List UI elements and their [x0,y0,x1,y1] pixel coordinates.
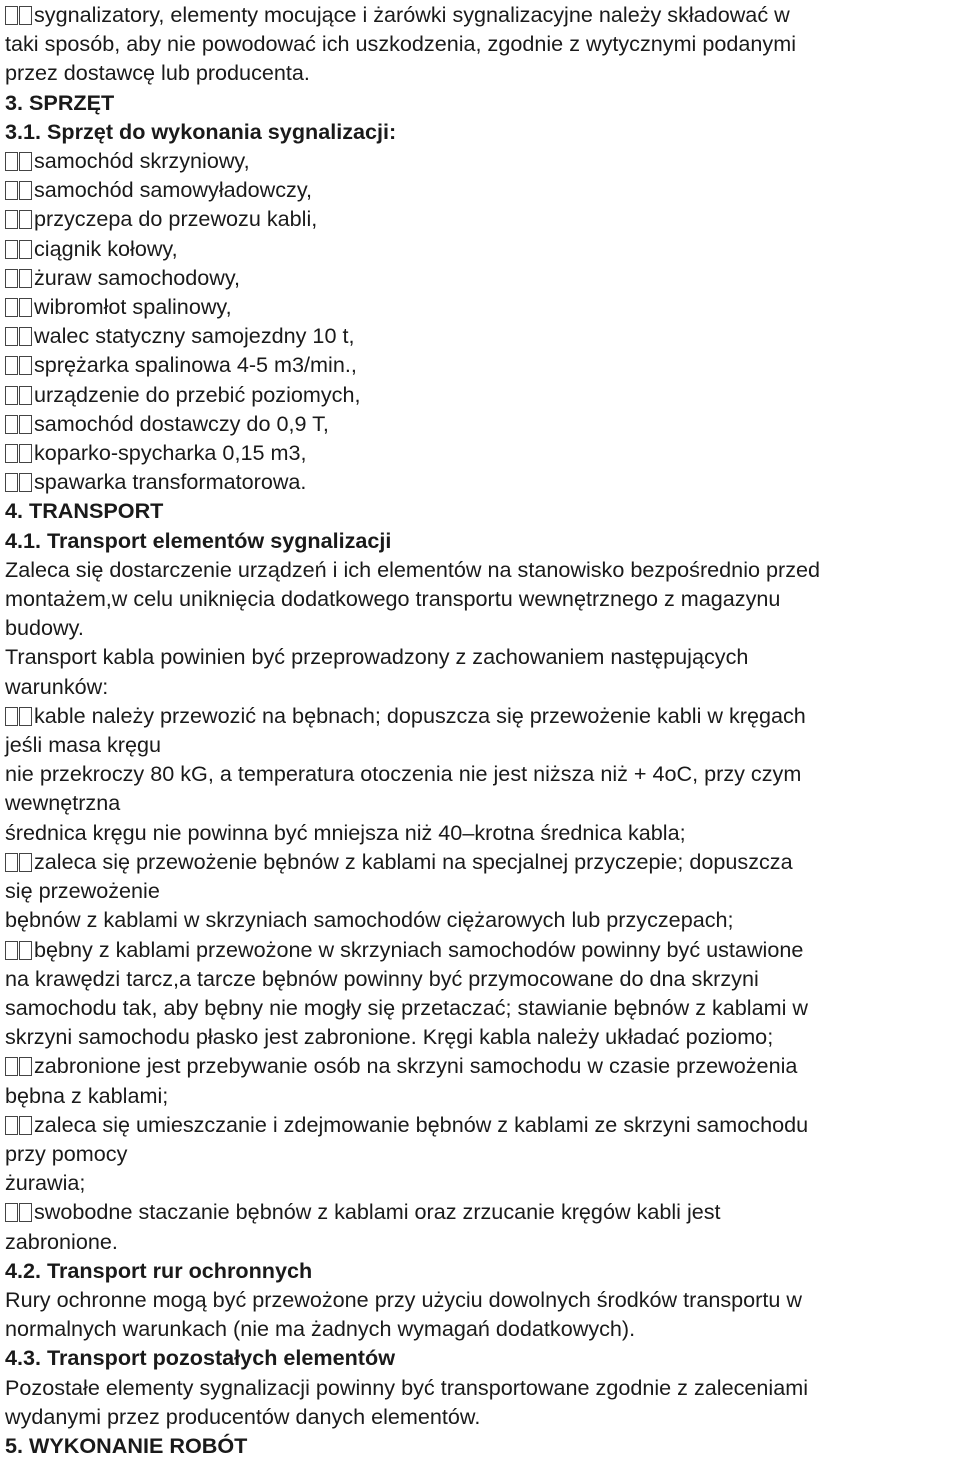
bullet-item [5,847,960,876]
line-text: kable należy przewozić na bębnach; dopuszcza się przewożenie kabli w kręgach [34,702,806,728]
text-line [5,1022,960,1051]
bullet-item [5,438,960,467]
line-text: Zaleca się dostarczenie urządzeń i ich elementów na stanowisko bezpośrednio przed [5,556,821,582]
text-line [5,1139,960,1168]
line-text: przez dostawcę lub producenta. [5,60,310,86]
text-line [5,555,960,584]
line-text: 4.1. Transport elementów sygnalizacji [5,527,392,553]
bullet-item [5,263,960,292]
missing-glyph-box-icon [5,181,18,200]
missing-glyph-box-icon [5,386,18,405]
line-text: warunków: [5,673,109,699]
missing-glyph-box-icon [5,473,18,492]
line-text: żuraw samochodowy, [34,264,241,290]
line-text: 4.2. Transport rur ochronnych [5,1257,313,1283]
line-text: sygnalizatory, elementy mocujące i żarówki sygnalizacyjne należy składować w [34,2,790,27]
line-text: na krawędzi tarcz,a tarcze bębnów powinny być przymocowane do dna skrzyni [5,965,759,991]
line-text: budowy. [5,615,84,641]
section-heading [5,1431,960,1460]
line-text: zabronione jest przebywanie osób na skrzyni samochodu w czasie przewożenia [34,1053,798,1079]
line-text: bębny z kablami przewożone w skrzyniach samochodów powinny być ustawione [34,936,804,962]
bullet-item [5,234,960,263]
missing-glyph-box-icon [5,853,18,872]
text-line [5,58,960,87]
text-line [5,964,960,993]
missing-glyph-box-icon [19,853,32,872]
bullet-item [5,1051,960,1080]
text-line [5,29,960,58]
text-line [5,1227,960,1256]
line-text: samochód dostawczy do 0,9 T, [34,410,329,436]
bullet-item [5,701,960,730]
missing-glyph-box-icon [19,240,32,259]
missing-glyph-box-icon [5,298,18,317]
line-text: walec statyczny samojezdny 10 t, [34,323,355,349]
line-text: Rury ochronne mogą być przewożone przy użyciu dowolnych środków transportu w [5,1286,802,1312]
line-text: sprężarka spalinowa 4-5 m3/min., [34,352,357,378]
line-text: spawarka transformatorowa. [34,469,307,495]
line-text: przyczepa do przewozu kabli, [34,206,318,232]
text-line [5,788,960,817]
missing-glyph-box-icon [5,444,18,463]
line-text: żurawia; [5,1170,86,1196]
line-text: Pozostałe elementy sygnalizacji powinny być transportowane zgodnie z zaleceniami [5,1374,808,1400]
bullet-item [5,409,960,438]
bullet-item [5,1110,960,1139]
text-line [5,730,960,759]
bullet-item [5,0,960,29]
section-heading [5,526,960,555]
line-text: przy pomocy [5,1140,128,1166]
missing-glyph-box-icon [5,1116,18,1135]
line-text: samochód skrzyniowy, [34,148,250,174]
text-line [5,1373,960,1402]
missing-glyph-box-icon [19,152,32,171]
bullet-item [5,467,960,496]
missing-glyph-box-icon [5,327,18,346]
missing-glyph-box-icon [5,6,18,25]
section-heading [5,1256,960,1285]
bullet-item [5,292,960,321]
bullet-item [5,321,960,350]
line-text: samochodu tak, aby bębny nie mogły się przetaczać; stawianie bębnów z kablami w [5,994,808,1020]
line-text: zabronione. [5,1228,118,1254]
line-text: normalnych warunkach (nie ma żadnych wymagań dodatkowych). [5,1316,636,1342]
missing-glyph-box-icon [19,269,32,288]
text-line [5,1168,960,1197]
missing-glyph-box-icon [5,707,18,726]
section-heading [5,496,960,525]
line-text: jeśli masa kręgu [5,732,162,758]
missing-glyph-box-icon [5,356,18,375]
bullet-item [5,204,960,233]
missing-glyph-box-icon [19,298,32,317]
missing-glyph-box-icon [5,1203,18,1222]
missing-glyph-box-icon [5,240,18,259]
missing-glyph-box-icon [5,1057,18,1076]
section-heading [5,88,960,117]
missing-glyph-box-icon [5,152,18,171]
missing-glyph-box-icon [19,356,32,375]
section-heading [5,1343,960,1372]
line-text: bębna z kablami; [5,1082,169,1108]
line-text: zaleca się przewożenie bębnów z kablami na specjalnej przyczepie; dopuszcza [34,848,793,874]
line-text: wydanymi przez producentów danych elementów. [5,1403,481,1429]
missing-glyph-box-icon [5,941,18,960]
bullet-item [5,146,960,175]
bullet-item [5,380,960,409]
line-text: samochód samowyładowczy, [34,177,313,203]
missing-glyph-box-icon [19,941,32,960]
missing-glyph-box-icon [19,473,32,492]
section-heading [5,117,960,146]
missing-glyph-box-icon [19,1116,32,1135]
text-line [5,584,960,613]
bullet-item [5,350,960,379]
missing-glyph-box-icon [5,415,18,434]
line-text: koparko-spycharka 0,15 m3, [34,440,307,466]
line-text: się przewożenie [5,878,160,904]
line-text: 3. SPRZĘT [5,89,115,115]
bullet-item [5,935,960,964]
line-text: średnica kręgu nie powinna być mniejsza niż 40–krotna średnica kabla; [5,819,686,845]
line-text: wibromłot spalinowy, [34,294,232,320]
line-text: bębnów z kablami w skrzyniach samochodów ciężarowych lub przyczepach; [5,907,734,933]
missing-glyph-box-icon [19,1203,32,1222]
missing-glyph-box-icon [5,269,18,288]
text-line [5,818,960,847]
missing-glyph-box-icon [19,386,32,405]
text-line [5,642,960,671]
text-line [5,1314,960,1343]
text-line [5,1402,960,1431]
line-text: swobodne staczanie bębnów z kablami oraz zrzucanie kręgów kabli jest [34,1199,721,1225]
line-text: Transport kabla powinien być przeprowadzony z zachowaniem następujących [5,644,749,670]
line-text: 4.3. Transport pozostałych elementów [5,1345,395,1371]
missing-glyph-box-icon [19,444,32,463]
line-text: 4. TRANSPORT [5,498,164,524]
missing-glyph-box-icon [19,327,32,346]
bullet-item [5,1197,960,1226]
missing-glyph-box-icon [19,6,32,25]
text-line [5,759,960,788]
line-text: nie przekroczy 80 kG, a temperatura otoczenia nie jest niższa niż + 4oC, przy czym [5,761,802,787]
text-line [5,613,960,642]
missing-glyph-box-icon [19,415,32,434]
text-line [5,672,960,701]
line-text: 3.1. Sprzęt do wykonania sygnalizacji: [5,118,397,144]
line-text: taki sposób, aby nie powodować ich uszkodzenia, zgodnie z wytycznymi podanymi [5,31,796,57]
line-text: skrzyni samochodu płasko jest zabronione. Kręgi kabla należy układać poziomo; [5,1024,774,1050]
line-text: ciągnik kołowy, [34,235,178,261]
line-text: 5. WYKONANIE ROBÓT [5,1432,248,1458]
missing-glyph-box-icon [19,210,32,229]
bullet-item [5,175,960,204]
text-line [5,1285,960,1314]
text-line [5,1081,960,1110]
line-text: urządzenie do przebić poziomych, [34,381,361,407]
missing-glyph-box-icon [19,707,32,726]
line-text: zaleca się umieszczanie i zdejmowanie bębnów z kablami ze skrzyni samochodu [34,1111,809,1137]
text-line [5,876,960,905]
missing-glyph-box-icon [19,181,32,200]
line-text: wewnętrzna [5,790,121,816]
text-line [5,993,960,1022]
missing-glyph-box-icon [19,1057,32,1076]
line-text: montażem,w celu uniknięcia dodatkowego transportu wewnętrznego z magazynu [5,586,781,612]
text-line [5,905,960,934]
missing-glyph-box-icon [5,210,18,229]
